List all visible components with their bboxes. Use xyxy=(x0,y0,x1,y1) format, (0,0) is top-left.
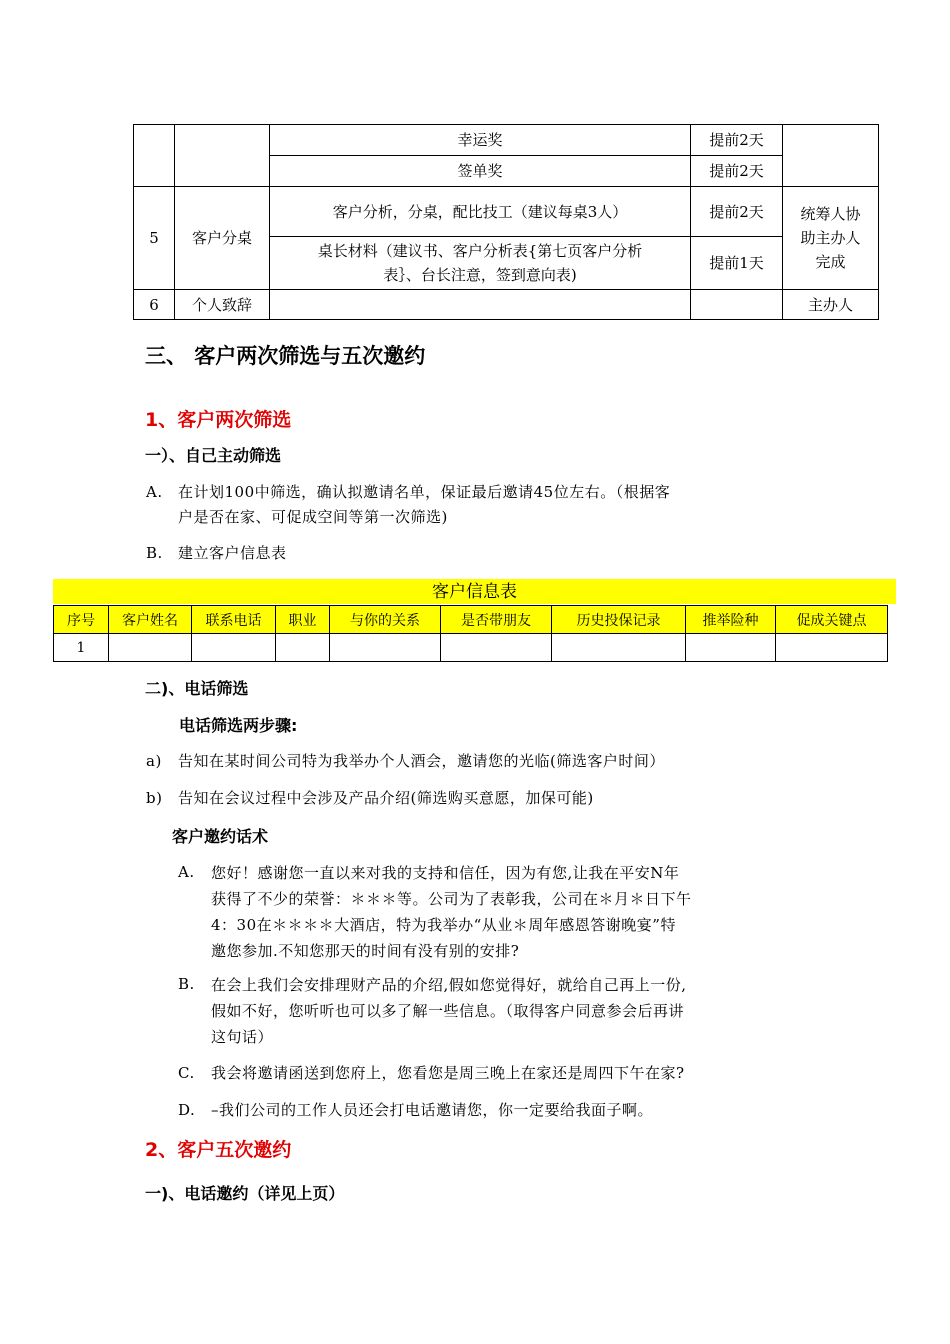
list-item: a) 告知在某时间公司特为我举办个人酒会，邀请您的光临(筛选客户时间） xyxy=(146,749,886,774)
list-item: B. 建立客户信息表 xyxy=(146,541,886,566)
owner-cell: 统筹人协 助主办人 完成 xyxy=(783,187,879,290)
task-cell: 幸运奖 xyxy=(270,125,691,156)
list-item: C. 我会将邀请函送到您府上，您看您是周三晚上在家还是周四下午在家? xyxy=(178,1061,858,1087)
table-cell xyxy=(776,634,888,662)
column-header: 是否带朋友 xyxy=(441,606,552,634)
column-header: 职业 xyxy=(276,606,330,634)
table-cell xyxy=(109,634,192,662)
time-cell: 提前1天 xyxy=(691,237,783,290)
column-header: 序号 xyxy=(54,606,109,634)
list-marker: C. xyxy=(178,1064,195,1082)
table-cell xyxy=(686,634,776,662)
time-cell: 提前2天 xyxy=(691,125,783,156)
list-marker: A. xyxy=(178,863,195,881)
list-marker: a) xyxy=(146,752,162,770)
table-row xyxy=(134,290,879,320)
table-cell: 1 xyxy=(54,634,109,662)
customer-info-table xyxy=(53,605,888,662)
list-marker: A. xyxy=(146,483,163,501)
task-cell: 签单奖 xyxy=(270,156,691,187)
table-header-row xyxy=(54,606,888,634)
table-row xyxy=(134,125,879,156)
time-cell: 提前2天 xyxy=(691,156,783,187)
table-row xyxy=(54,634,888,662)
list-marker: B. xyxy=(146,544,163,562)
time-cell: 提前2天 xyxy=(691,187,783,237)
schedule-table xyxy=(133,124,879,320)
item-cell: 客户分桌 xyxy=(175,187,270,290)
sub2-title: 二)、电话筛选 xyxy=(145,679,249,698)
table-cell xyxy=(276,634,330,662)
sub1-title: 一）、自己主动筛选 xyxy=(145,446,282,465)
section-title: 三、 客户两次筛选与五次邀约 xyxy=(145,344,426,368)
script-title: 客户邀约话术 xyxy=(172,827,269,846)
owner-cell: 主办人 xyxy=(783,290,879,320)
part2-sub1-title: 一)、电话邀约（详见上页） xyxy=(145,1184,345,1203)
table-cell xyxy=(552,634,686,662)
task-cell: 桌长材料（建议书、客户分析表{第七页客户分析 表｝、台长注意，签到意向表) xyxy=(270,237,691,290)
column-header: 历史投保记录 xyxy=(552,606,686,634)
list-item: D. –我们公司的工作人员还会打电话邀请您，你一定要给我面子啊。 xyxy=(178,1098,858,1124)
list-item: A. 您好！感谢您一直以来对我的支持和信任，因为有您,让我在平安N年 获得了不少的荣誉：＊＊＊等。公司为了表彰我，公司在＊月＊日下午 4：30在＊＊＊＊大酒店，特为我举办“从业＊周年感恩答谢晚宴”特 邀您参加.不知您那天的时间有没有别的安排? xyxy=(178,860,858,964)
table-cell xyxy=(330,634,441,662)
table-cell xyxy=(192,634,276,662)
num-cell: 5 xyxy=(134,187,175,290)
column-header: 与你的关系 xyxy=(330,606,441,634)
list-item: A. 在计划100中筛选，确认拟邀请名单，保证最后邀请45位左右。（根据客 户是否在家、可促成空间等第一次筛选) xyxy=(146,480,886,530)
item-cell: 个人致辞 xyxy=(175,290,270,320)
list-item: b) 告知在会议过程中会涉及产品介绍(筛选购买意愿，加保可能) xyxy=(146,786,886,811)
column-header: 联系电话 xyxy=(192,606,276,634)
table-cell xyxy=(441,634,552,662)
part1-title: 1、客户两次筛选 xyxy=(145,409,292,431)
list-marker: B. xyxy=(178,975,195,993)
column-header: 推举险种 xyxy=(686,606,776,634)
task-cell: 客户分析，分桌，配比技工（建议每桌3人） xyxy=(270,187,691,237)
steps-title: 电话筛选两步骤: xyxy=(179,716,298,735)
list-item: B. 在会上我们会安排理财产品的介绍,假如您觉得好，就给自己再上一份, 假如不好，您听听也可以多了解一些信息。（取得客户同意参会后再讲 这句话） xyxy=(178,972,858,1050)
column-header: 客户姓名 xyxy=(109,606,192,634)
column-header: 促成关键点 xyxy=(776,606,888,634)
part2-title: 2、客户五次邀约 xyxy=(145,1139,292,1161)
info-table-title: 客户信息表 xyxy=(53,579,896,604)
list-marker: b) xyxy=(146,789,163,807)
num-cell: 6 xyxy=(134,290,175,320)
table-row xyxy=(134,187,879,237)
list-marker: D. xyxy=(178,1101,196,1119)
